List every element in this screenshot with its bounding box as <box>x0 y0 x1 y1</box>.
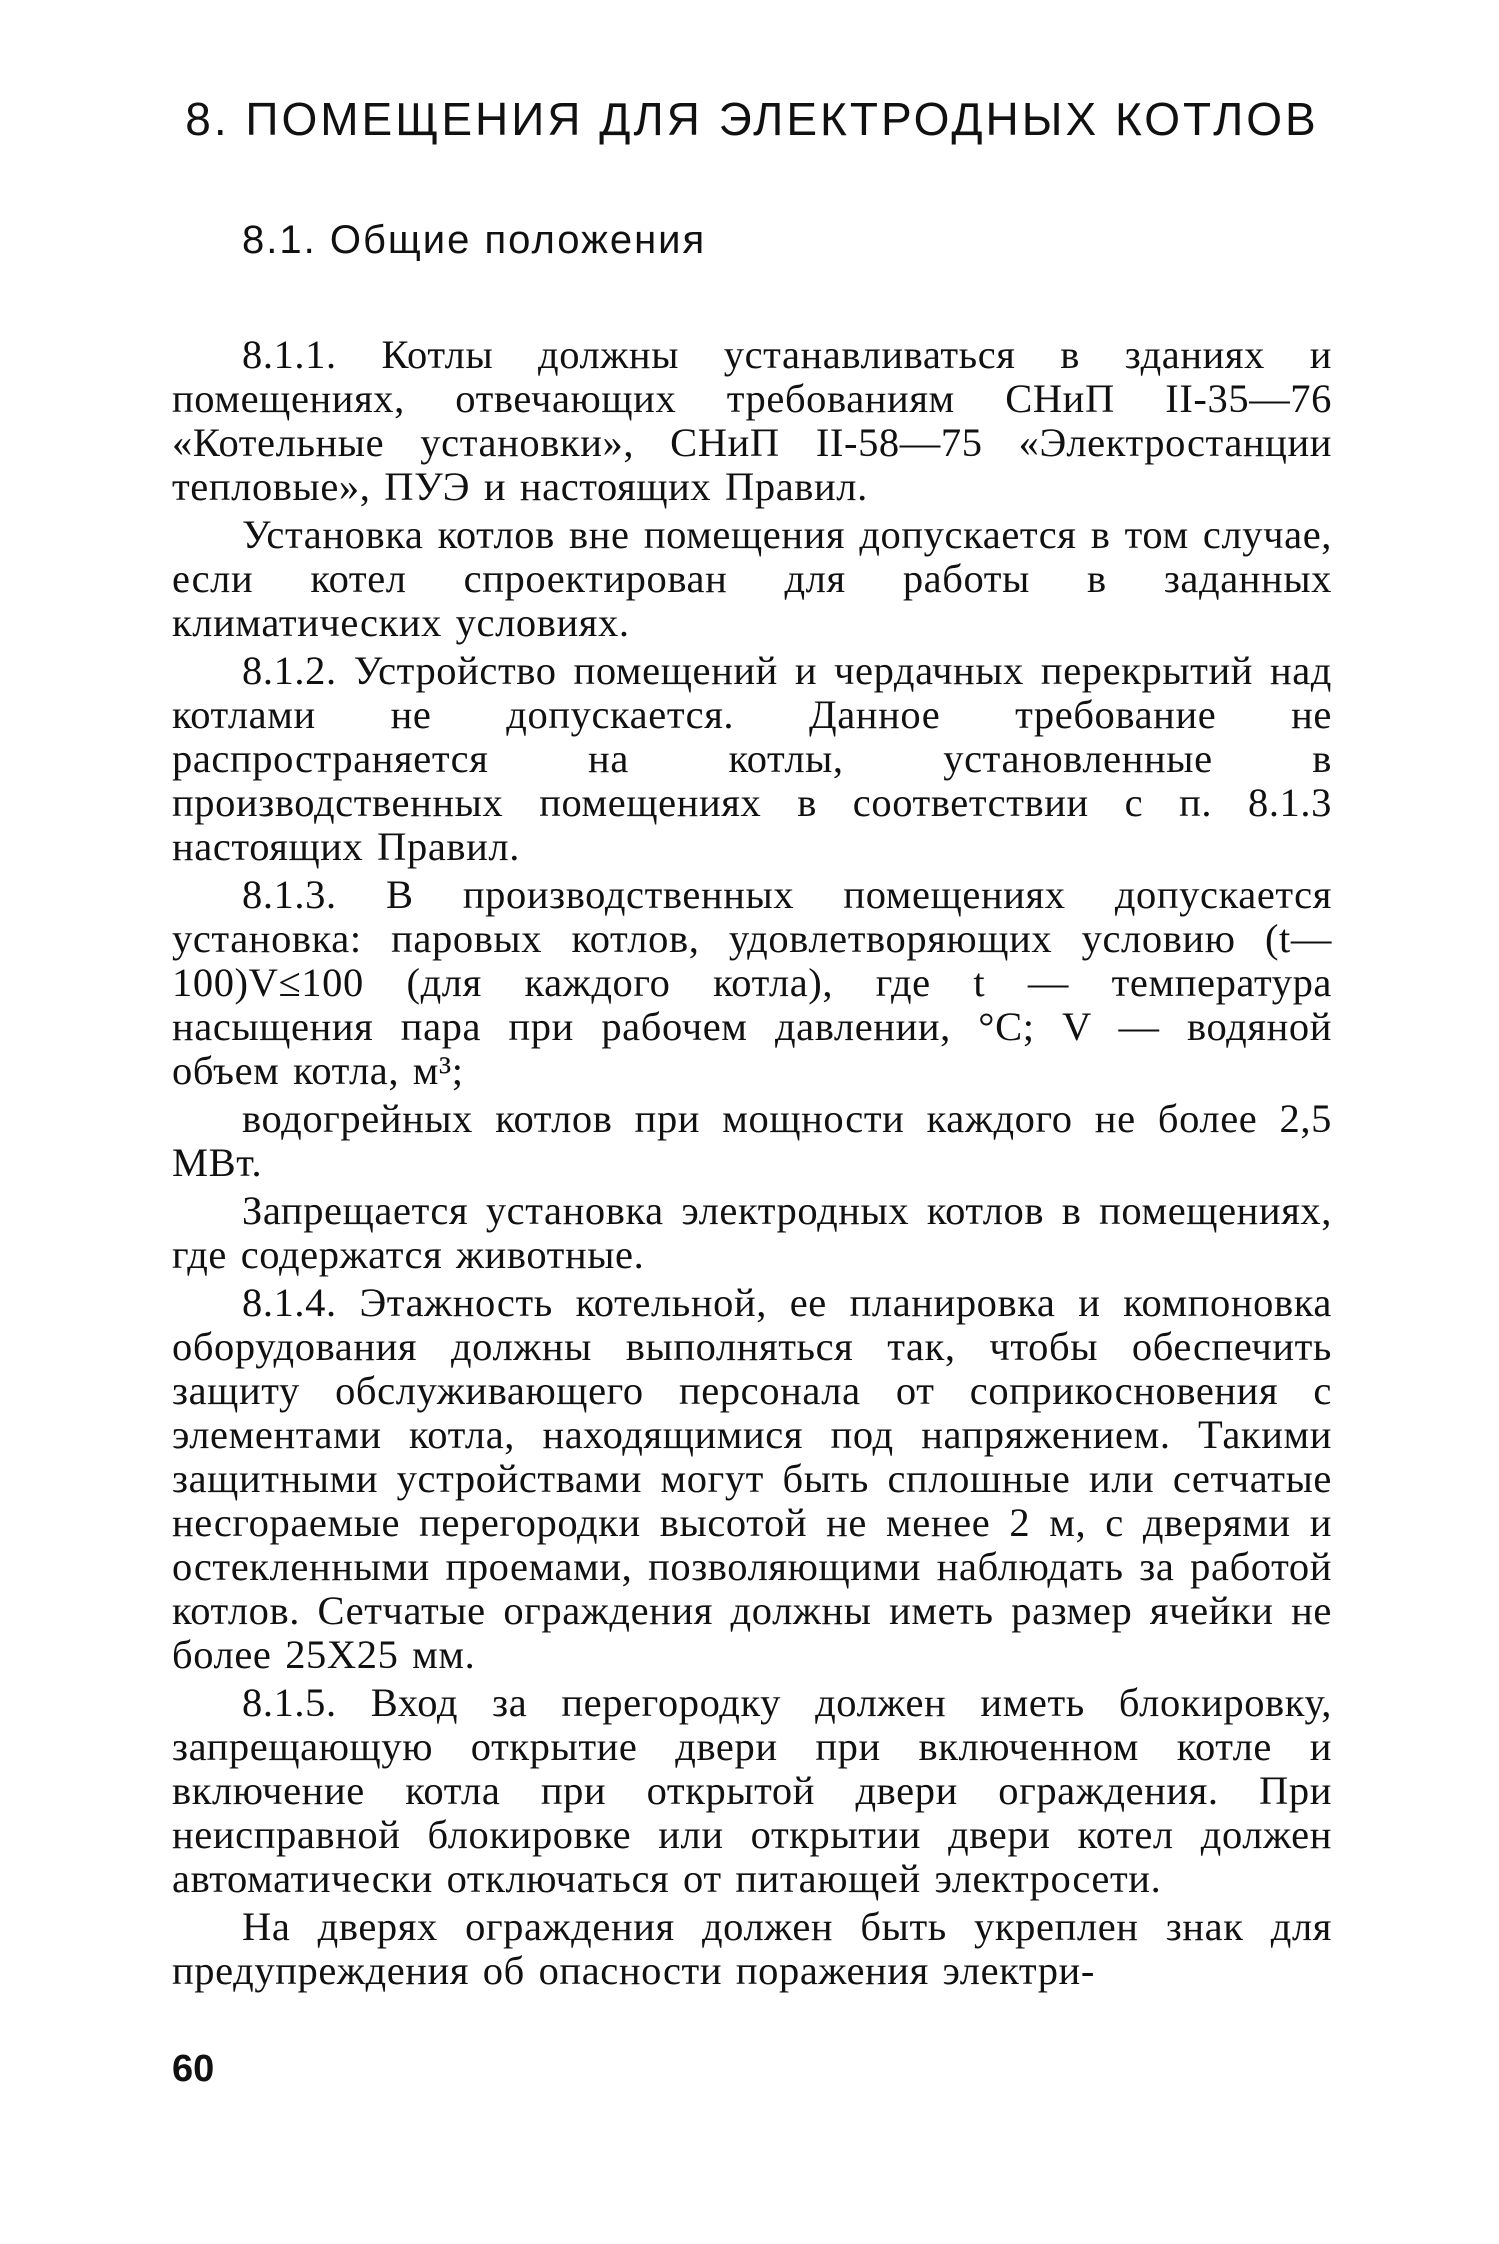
paragraph-8-1-3: 8.1.3. В производственных помещениях допускается установка: паровых котлов, удовлетворяющих условию (t—100)V≤100 (для каждого котла), где t — температура насыщения пара при рабочем давлении, °С; V — водяной объем котла, м³; <box>172 872 1332 1093</box>
page-number: 60 <box>172 2048 215 2090</box>
page-content <box>172 92 1332 1997</box>
paragraph-outdoor-installation: Установка котлов вне помещения допускается в том случае, если котел спроектирован для работы в заданных климатических условиях. <box>172 512 1332 645</box>
paragraph-8-1-4: 8.1.4. Этажность котельной, ее планировка и компоновка оборудования должны выполняться так, чтобы обеспечить защиту обслуживающего персонала от соприкосновения с элементами котла, находящимися под напряжением. Такими защитными устройствами могут быть сплошные или сетчатые несгораемые перегородки высотой не менее 2 м, с дверями и остекленными проемами, позволяющими наблюдать за работой котлов. Сетчатые ограждения должны иметь размер ячейки не более 25X25 мм. <box>172 1280 1332 1677</box>
paragraph-water-boilers: водогрейных котлов при мощности каждого не более 2,5 МВт. <box>172 1096 1332 1185</box>
chapter-title: 8. ПОМЕЩЕНИЯ ДЛЯ ЭЛЕКТРОДНЫХ КОТЛОВ <box>185 93 1319 145</box>
paragraph-8-1-1: 8.1.1. Котлы должны устанавливаться в зданиях и помещениях, отвечающих требованиям СНиП II-35—76 «Котельные установки», СНиП II-58—75 «Электростанции тепловые», ПУЭ и настоящих Правил. <box>172 332 1332 509</box>
paragraph-8-1-5: 8.1.5. Вход за перегородку должен иметь блокировку, запрещающую открытие двери при включенном котле и включение котла при открытой двери ограждения. При неисправной блокировке или открытии двери котел должен автоматически отключаться от питающей электросети. <box>172 1680 1332 1901</box>
paragraph-animals-prohibition: Запрещается установка электродных котлов в помещениях, где содержатся животные. <box>172 1188 1332 1277</box>
section-title: 8.1. Общие положения <box>242 218 707 262</box>
paragraph-warning-sign: На дверях ограждения должен быть укреплен знак для предупреждения об опасности поражения электри- <box>172 1904 1332 1993</box>
paragraph-8-1-2: 8.1.2. Устройство помещений и чердачных перекрытий над котлами не допускается. Данное требование не распространяется на котлы, установленные в производственных помещениях в соответствии с п. 8.1.3 настоящих Правил. <box>172 648 1332 869</box>
